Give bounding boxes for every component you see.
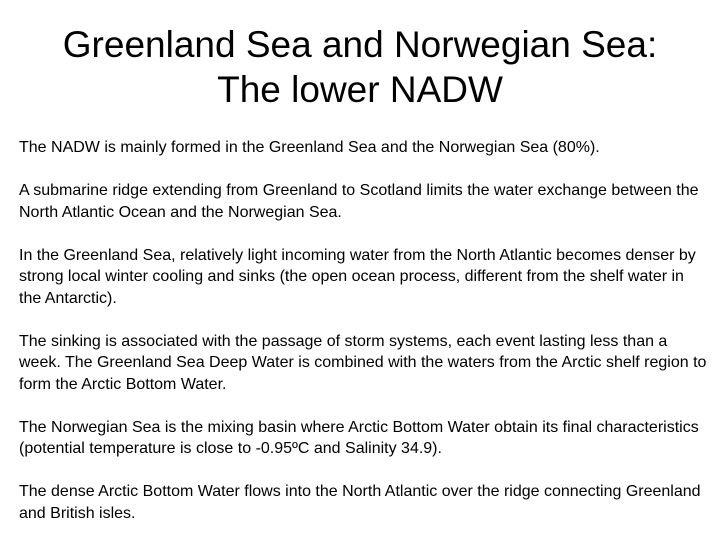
slide-title <box>0 22 720 112</box>
slide-title-line-2: The lower NADW <box>217 69 503 110</box>
slide-body <box>19 137 709 524</box>
body-paragraph-1: The NADW is mainly formed in the Greenland Sea and the Norwegian Sea (80%). <box>19 139 600 156</box>
body-paragraph-3: In the Greenland Sea, relatively light incoming water from the North Atlantic becomes denser by strong local winter cooling and sinks (the open ocean process, different from the shelf water in the Antarctic). <box>19 246 696 307</box>
body-paragraph-6: The dense Arctic Bottom Water flows into the North Atlantic over the ridge connecting Greenland and British isles. <box>19 483 701 522</box>
body-paragraph-5: The Norwegian Sea is the mixing basin where Arctic Bottom Water obtain its final characteristics (potential temperature is close to -0.95ºC and Salinity 34.9). <box>19 418 699 457</box>
slide-title-line-1: Greenland Sea and Norwegian Sea: <box>62 24 658 65</box>
body-paragraph-2: A submarine ridge extending from Greenland to Scotland limits the water exchange between the North Atlantic Ocean and the Norwegian Sea. <box>19 182 699 221</box>
body-paragraph-4: The sinking is associated with the passage of storm systems, each event lasting less than a week. The Greenland Sea Deep Water is combined with the waters from the Arctic shelf region to form the Arctic Bottom Water. <box>19 332 707 393</box>
